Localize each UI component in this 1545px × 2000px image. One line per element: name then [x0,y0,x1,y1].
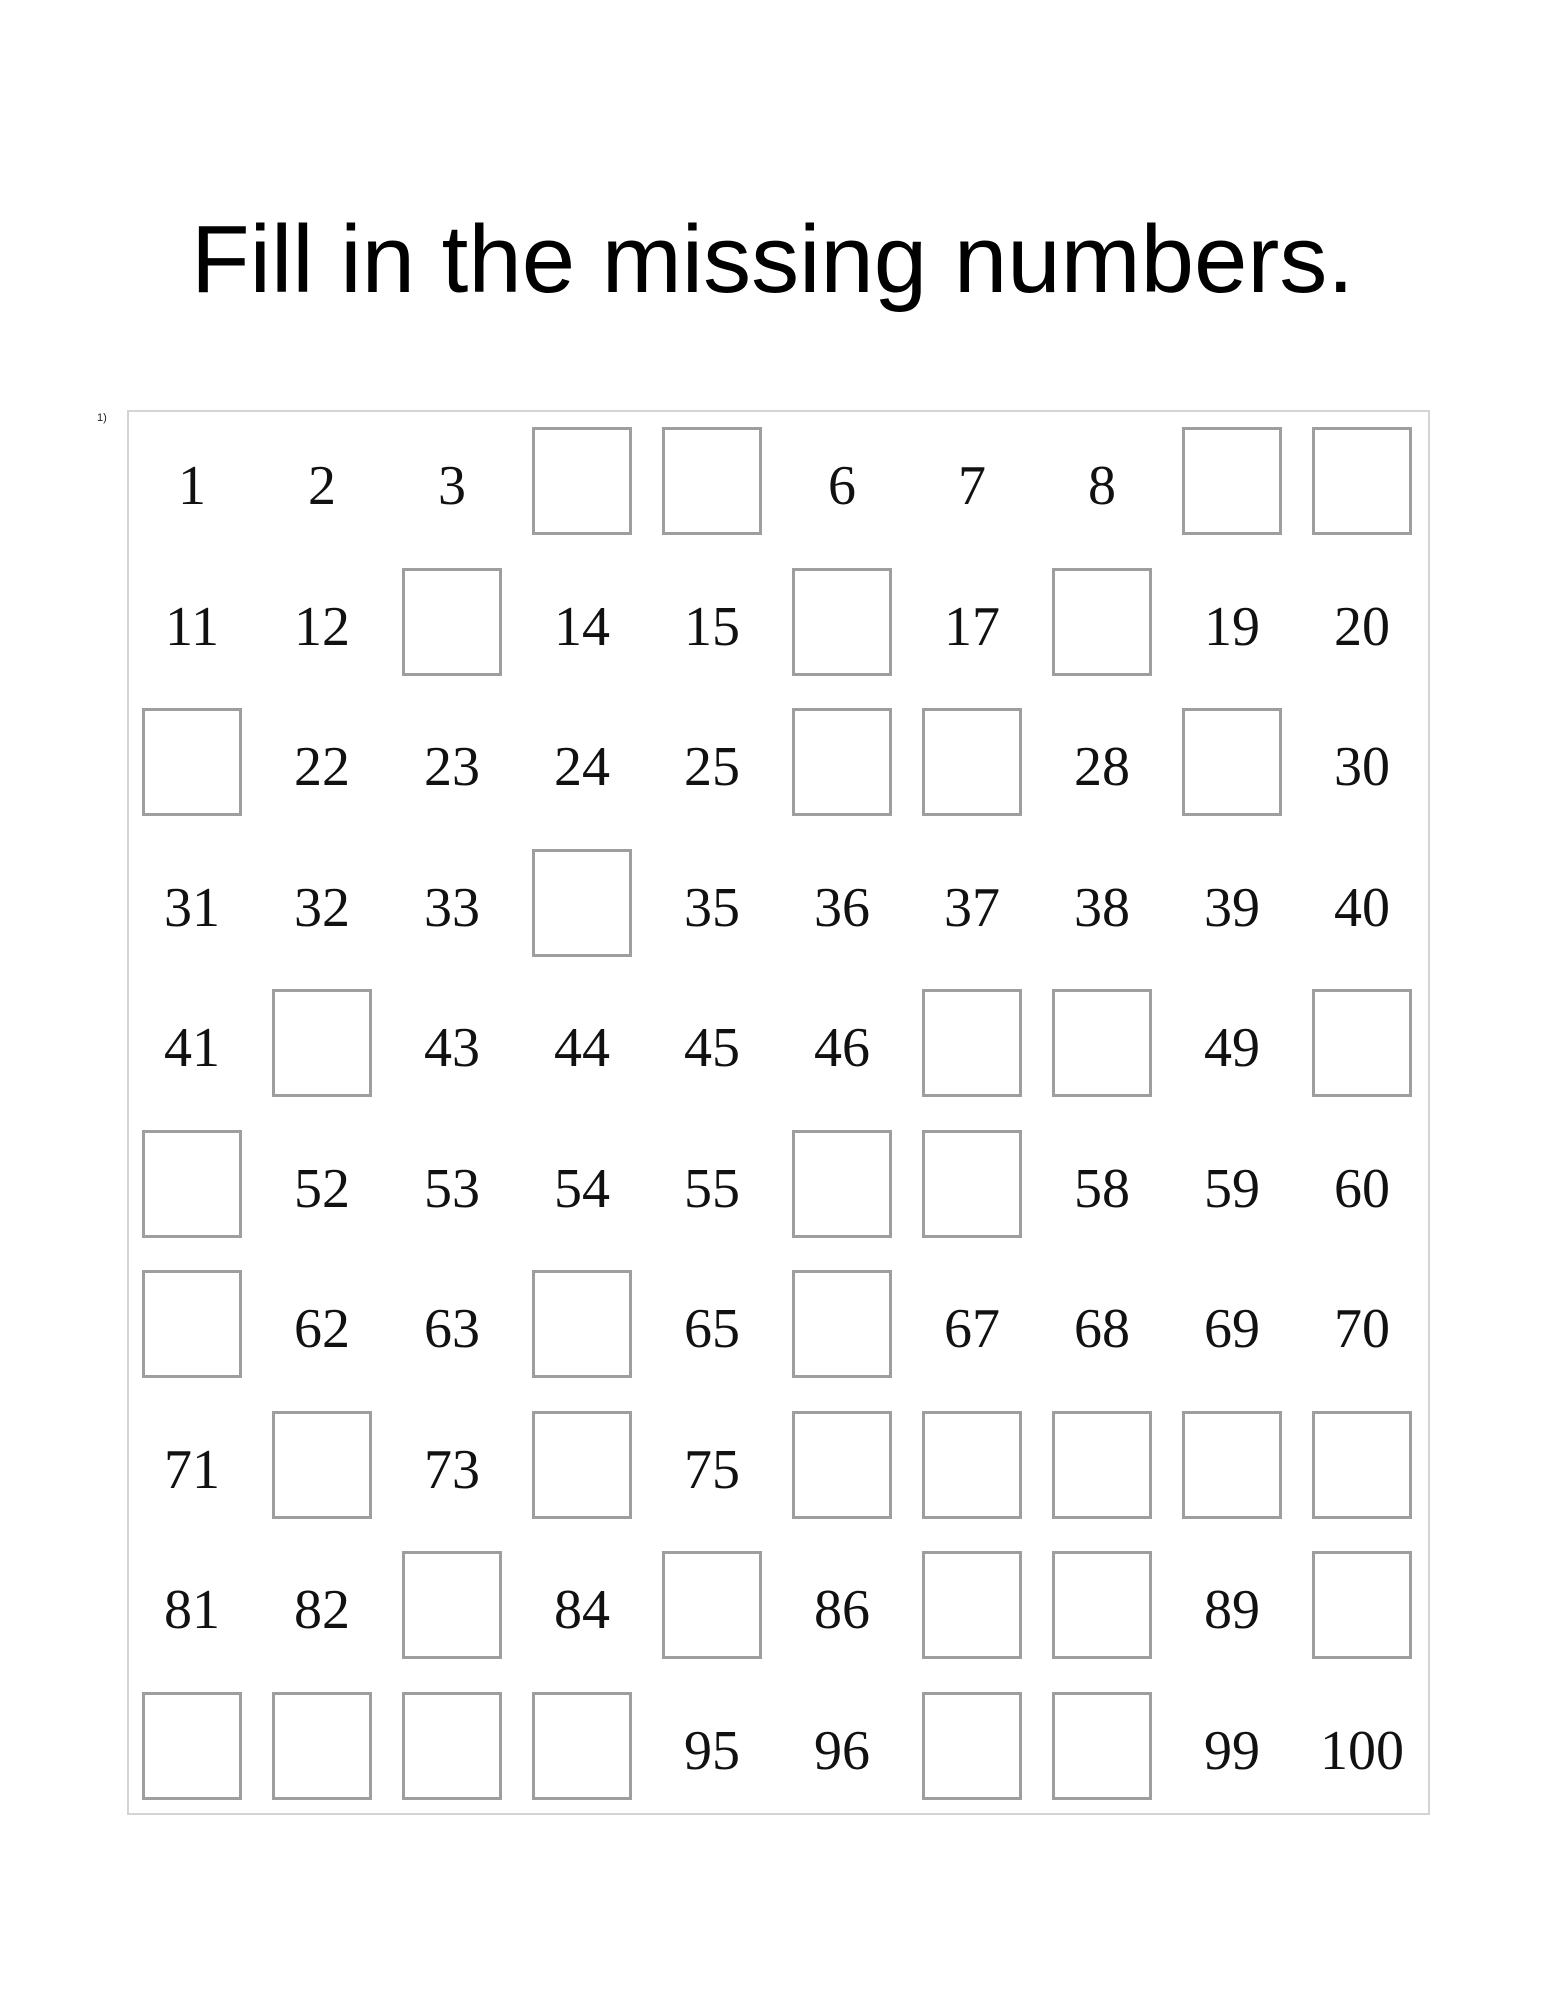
worksheet-title: Fill in the missing numbers. [190,206,1355,313]
chart-cell [660,425,790,566]
chart-number: 46 [814,1017,870,1079]
hundreds-chart-grid [140,425,1440,1830]
chart-number: 86 [814,1579,870,1641]
chart-cell [1310,706,1440,847]
chart-number: 40 [1334,876,1390,939]
chart-number: 63 [424,1298,480,1360]
chart-cell [920,847,1050,988]
chart-number: 28 [1074,736,1130,798]
chart-number: 35 [684,876,740,939]
chart-number: 2 [308,455,336,517]
chart-cell [1180,1409,1310,1550]
chart-cell [400,566,530,707]
chart-cell [790,987,920,1128]
answer-box[interactable] [1052,1411,1152,1519]
answer-box[interactable] [1182,1411,1282,1519]
answer-box[interactable] [1052,1551,1152,1659]
chart-cell [400,1690,530,1831]
chart-cell [920,1690,1050,1831]
chart-number: 15 [684,595,740,658]
chart-cell [530,1128,660,1269]
chart-number: 20 [1334,595,1390,658]
answer-box[interactable] [532,849,632,957]
answer-box[interactable] [922,1692,1022,1800]
chart-cell [1310,1549,1440,1690]
chart-number: 22 [294,736,350,798]
chart-number: 89 [1204,1579,1260,1641]
answer-box[interactable] [922,989,1022,1097]
chart-cell [920,987,1050,1128]
chart-cell [270,706,400,847]
chart-number: 32 [294,876,350,939]
chart-cell [1050,706,1180,847]
chart-number: 14 [554,595,610,658]
chart-cell [1050,987,1180,1128]
chart-number: 53 [424,1157,480,1220]
chart-number: 55 [684,1157,740,1220]
chart-number: 68 [1074,1298,1130,1360]
chart-number: 54 [554,1157,610,1220]
chart-cell [1050,1268,1180,1409]
chart-cell [660,706,790,847]
chart-cell [790,425,920,566]
chart-cell [140,1549,270,1690]
answer-box[interactable] [792,708,892,816]
chart-number: 6 [828,455,856,517]
chart-number: 67 [944,1298,1000,1360]
chart-number: 62 [294,1298,350,1360]
chart-cell [1310,425,1440,566]
answer-box[interactable] [1312,427,1412,535]
answer-box[interactable] [1052,1692,1152,1800]
chart-cell [530,1409,660,1550]
chart-cell [530,425,660,566]
chart-cell [140,1409,270,1550]
chart-cell [1180,566,1310,707]
chart-number: 1 [178,455,206,517]
chart-number: 44 [554,1017,610,1079]
chart-cell [660,1409,790,1550]
chart-cell [1180,847,1310,988]
chart-number: 100 [1320,1719,1404,1782]
chart-number: 75 [684,1438,740,1501]
chart-number: 49 [1204,1017,1260,1079]
chart-cell [660,847,790,988]
answer-box[interactable] [662,1551,762,1659]
chart-cell [660,987,790,1128]
chart-cell [920,1268,1050,1409]
chart-cell [140,847,270,988]
chart-number: 65 [684,1298,740,1360]
chart-number: 23 [424,736,480,798]
chart-cell [790,847,920,988]
chart-cell [1050,1409,1180,1550]
answer-box[interactable] [272,989,372,1097]
chart-cell [400,987,530,1128]
chart-cell [140,1268,270,1409]
chart-cell [400,1128,530,1269]
answer-box[interactable] [922,1411,1022,1519]
chart-cell [1050,1690,1180,1831]
chart-number: 43 [424,1017,480,1079]
chart-number: 58 [1074,1157,1130,1220]
answer-box[interactable] [792,1130,892,1238]
chart-cell [140,1128,270,1269]
chart-cell [270,566,400,707]
chart-cell [400,847,530,988]
answer-box[interactable] [402,568,502,676]
chart-number: 19 [1204,595,1260,658]
problem-number: 1) [97,412,107,424]
chart-cell [400,1409,530,1550]
answer-box[interactable] [532,427,632,535]
chart-number: 69 [1204,1298,1260,1360]
chart-cell [270,1549,400,1690]
chart-cell [530,1268,660,1409]
chart-cell [270,1409,400,1550]
chart-number: 12 [294,595,350,658]
chart-cell [920,425,1050,566]
chart-cell [140,425,270,566]
chart-number: 99 [1204,1719,1260,1782]
chart-cell [920,1549,1050,1690]
chart-number: 33 [424,876,480,939]
chart-cell [1180,1549,1310,1690]
answer-box[interactable] [922,1130,1022,1238]
chart-number: 24 [554,736,610,798]
answer-box[interactable] [1052,989,1152,1097]
chart-cell [1310,987,1440,1128]
chart-cell [1050,1549,1180,1690]
chart-number: 39 [1204,876,1260,939]
chart-cell [1050,1128,1180,1269]
chart-number: 45 [684,1017,740,1079]
chart-number: 41 [164,1017,220,1079]
chart-cell [1050,425,1180,566]
chart-cell [1310,1268,1440,1409]
answer-box[interactable] [532,1692,632,1800]
answer-box[interactable] [1312,1411,1412,1519]
chart-cell [660,1268,790,1409]
chart-cell [1180,1128,1310,1269]
chart-number: 25 [684,736,740,798]
answer-box[interactable] [1312,989,1412,1097]
answer-box[interactable] [402,1692,502,1800]
chart-number: 7 [958,455,986,517]
chart-number: 30 [1334,736,1390,798]
chart-cell [530,566,660,707]
chart-number: 11 [165,595,219,658]
chart-cell [1180,1690,1310,1831]
chart-number: 38 [1074,876,1130,939]
answer-box[interactable] [1182,708,1282,816]
chart-cell [400,1268,530,1409]
chart-cell [920,566,1050,707]
chart-cell [790,706,920,847]
chart-cell [920,1409,1050,1550]
chart-cell [1310,847,1440,988]
answer-box[interactable] [272,1692,372,1800]
chart-number: 52 [294,1157,350,1220]
answer-box[interactable] [142,1692,242,1800]
chart-cell [790,1128,920,1269]
chart-cell [660,1549,790,1690]
answer-box[interactable] [792,568,892,676]
chart-cell [1050,847,1180,988]
answer-box[interactable] [662,427,762,535]
answer-box[interactable] [272,1411,372,1519]
chart-number: 37 [944,876,1000,939]
chart-cell [660,1690,790,1831]
chart-cell [400,1549,530,1690]
chart-cell [790,1690,920,1831]
chart-cell [270,1268,400,1409]
chart-cell [1310,566,1440,707]
chart-cell [790,1409,920,1550]
chart-cell [920,1128,1050,1269]
answer-box[interactable] [922,1551,1022,1659]
chart-cell [400,706,530,847]
chart-cell [530,847,660,988]
answer-box[interactable] [1052,568,1152,676]
chart-number: 70 [1334,1298,1390,1360]
answer-box[interactable] [142,708,242,816]
chart-cell [1180,987,1310,1128]
answer-box[interactable] [792,1411,892,1519]
chart-cell [140,566,270,707]
answer-box[interactable] [402,1551,502,1659]
answer-box[interactable] [792,1270,892,1378]
answer-box[interactable] [142,1270,242,1378]
chart-cell [270,987,400,1128]
answer-box[interactable] [142,1130,242,1238]
chart-cell [790,1549,920,1690]
chart-cell [140,706,270,847]
chart-number: 17 [944,595,1000,658]
chart-cell [140,1690,270,1831]
chart-cell [1180,425,1310,566]
chart-cell [1310,1409,1440,1550]
chart-number: 81 [164,1579,220,1641]
chart-cell [1180,1268,1310,1409]
chart-cell [400,425,530,566]
chart-cell [660,566,790,707]
chart-number: 60 [1334,1157,1390,1220]
chart-number: 31 [164,876,220,939]
chart-number: 3 [438,455,466,517]
chart-cell [660,1128,790,1269]
chart-number: 8 [1088,455,1116,517]
chart-number: 95 [684,1719,740,1782]
chart-cell [790,1268,920,1409]
chart-number: 84 [554,1579,610,1641]
chart-cell [790,566,920,707]
answer-box[interactable] [1182,427,1282,535]
chart-cell [920,706,1050,847]
chart-cell [270,1690,400,1831]
answer-box[interactable] [922,708,1022,816]
chart-cell [1180,706,1310,847]
chart-cell [1050,566,1180,707]
chart-cell [1310,1690,1440,1831]
chart-number: 71 [164,1438,220,1501]
chart-number: 96 [814,1719,870,1782]
chart-cell [530,1690,660,1831]
chart-cell [1310,1128,1440,1269]
chart-number: 36 [814,876,870,939]
chart-cell [270,1128,400,1269]
chart-cell [530,1549,660,1690]
chart-cell [530,706,660,847]
chart-cell [270,847,400,988]
answer-box[interactable] [532,1411,632,1519]
answer-box[interactable] [532,1270,632,1378]
chart-cell [270,425,400,566]
chart-number: 73 [424,1438,480,1501]
chart-cell [140,987,270,1128]
chart-cell [530,987,660,1128]
chart-number: 59 [1204,1157,1260,1220]
answer-box[interactable] [1312,1551,1412,1659]
chart-number: 82 [294,1579,350,1641]
